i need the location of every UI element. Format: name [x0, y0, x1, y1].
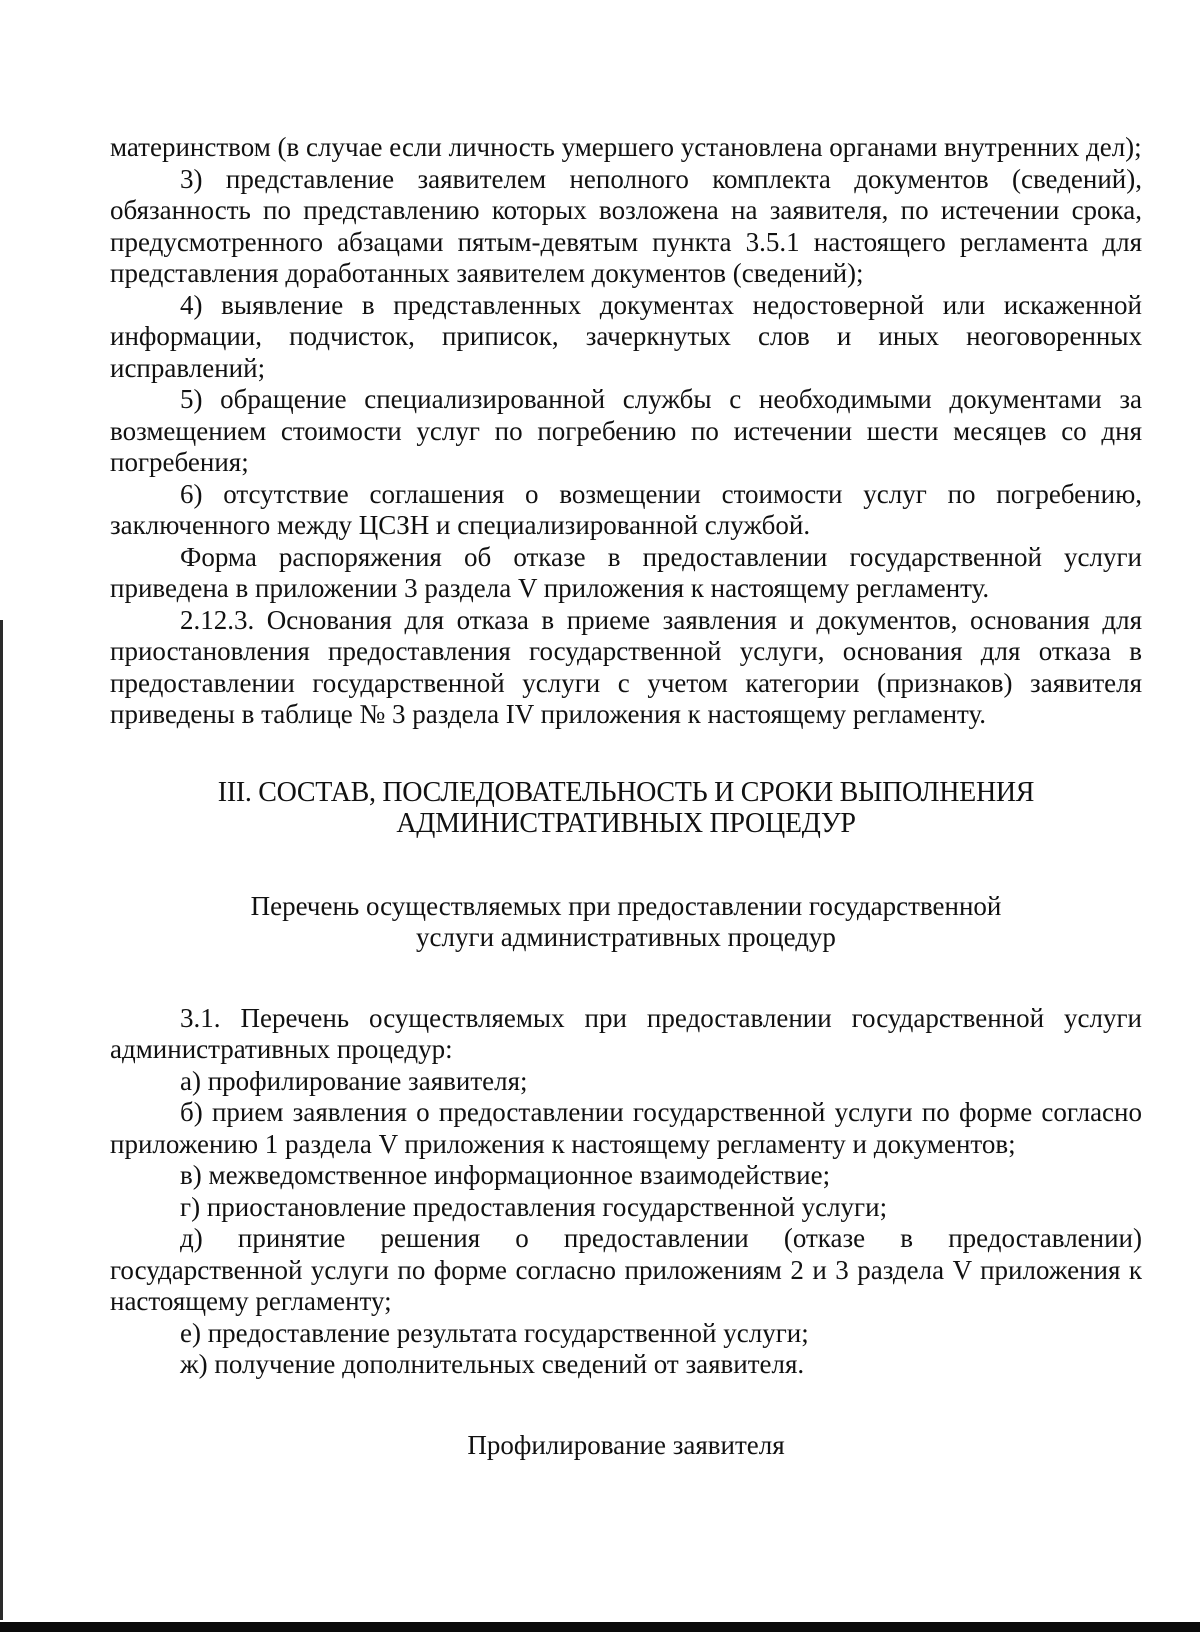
- list-item-b: б) прием заявления о предоставлении государственной услуги по форме согласно приложению 1 раздела V приложения к настоящему регламенту и документов;: [110, 1097, 1142, 1159]
- list-item-d: д) принятие решения о предоставлении (отказе в предоставлении) государственной услуги по форме согласно приложениям 2 и 3 раздела V приложения к настоящему регламенту;: [110, 1223, 1142, 1316]
- paragraph-2-12-3: 2.12.3. Основания для отказа в приеме заявления и документов, основания для приостановления предоставления государственной услуги, основания для отказа в предоставлении государственной услуги с учетом категории (признаков) заявителя приведены в таблице № 3 раздела IV приложения к настоящему регламенту.: [110, 604, 1142, 729]
- scan-edge-bottom: [0, 1622, 1200, 1632]
- paragraph-item-6: 6) отсутствие соглашения о возмещении стоимости услуг по погребению, заключенного между ЦСЗН и специализированной службой.: [110, 478, 1142, 540]
- paragraph-intro: материнством (в случае если личность умершего установлена органами внутренних дел);: [110, 132, 1142, 162]
- paragraph-item-5: 5) обращение специализированной службы с необходимыми документами за возмещением стоимости услуг по погребению по истечении шести месяцев со дня погребения;: [110, 384, 1142, 477]
- list-item-v: в) межведомственное информационное взаимодействие;: [180, 1160, 831, 1190]
- scan-edge-left: [0, 620, 3, 1620]
- list-item-a: а) профилирование заявителя;: [180, 1065, 528, 1096]
- subsection-heading-line-1: Перечень осуществляемых при предоставлении государственной: [250, 890, 1002, 921]
- paragraph-item-4: 4) выявление в представленных документах недостоверной или искаженной информации, подчисток, приписок, зачеркнутых слов и иных неоговоренных исправлений;: [110, 289, 1142, 383]
- section-title-line-2: АДМИНИСТРАТИВНЫХ ПРОЦЕДУР: [396, 808, 856, 839]
- paragraph-3-1: 3.1. Перечень осуществляемых при предоставлении государственной услуги административных процедур:: [110, 1002, 1142, 1064]
- paragraph-item-3: 3) представление заявителем неполного комплекта документов (сведений), обязанность по представлению которых возложена на заявителя, по истечении срока, предусмотренного абзацами пятым-девятым пункта 3.5.1 настоящего регламента для представления доработанных заявителем документов (сведений);: [110, 163, 1142, 288]
- final-heading: Профилирование заявителя: [467, 1429, 785, 1460]
- document-page: [110, 132, 1142, 1461]
- list-item-zh: ж) получение дополнительных сведений от заявителя.: [180, 1349, 805, 1379]
- subsection-heading-line-2: услуги административных процедур: [416, 922, 836, 952]
- section-title-line-1: III. СОСТАВ, ПОСЛЕДОВАТЕЛЬНОСТЬ И СРОКИ ВЫПОЛНЕНИЯ: [217, 776, 1035, 808]
- section-title: [110, 777, 1142, 840]
- paragraph-refusal-form: Форма распоряжения об отказе в предоставлении государственной услуги приведена в приложении 3 раздела V приложения к настоящему регламенту.: [110, 541, 1142, 603]
- list-item-e: е) предоставление результата государственной услуги;: [180, 1317, 809, 1348]
- subsection-heading: [110, 891, 1142, 954]
- list-item-g: г) приостановление предоставления государственной услуги;: [180, 1191, 888, 1222]
